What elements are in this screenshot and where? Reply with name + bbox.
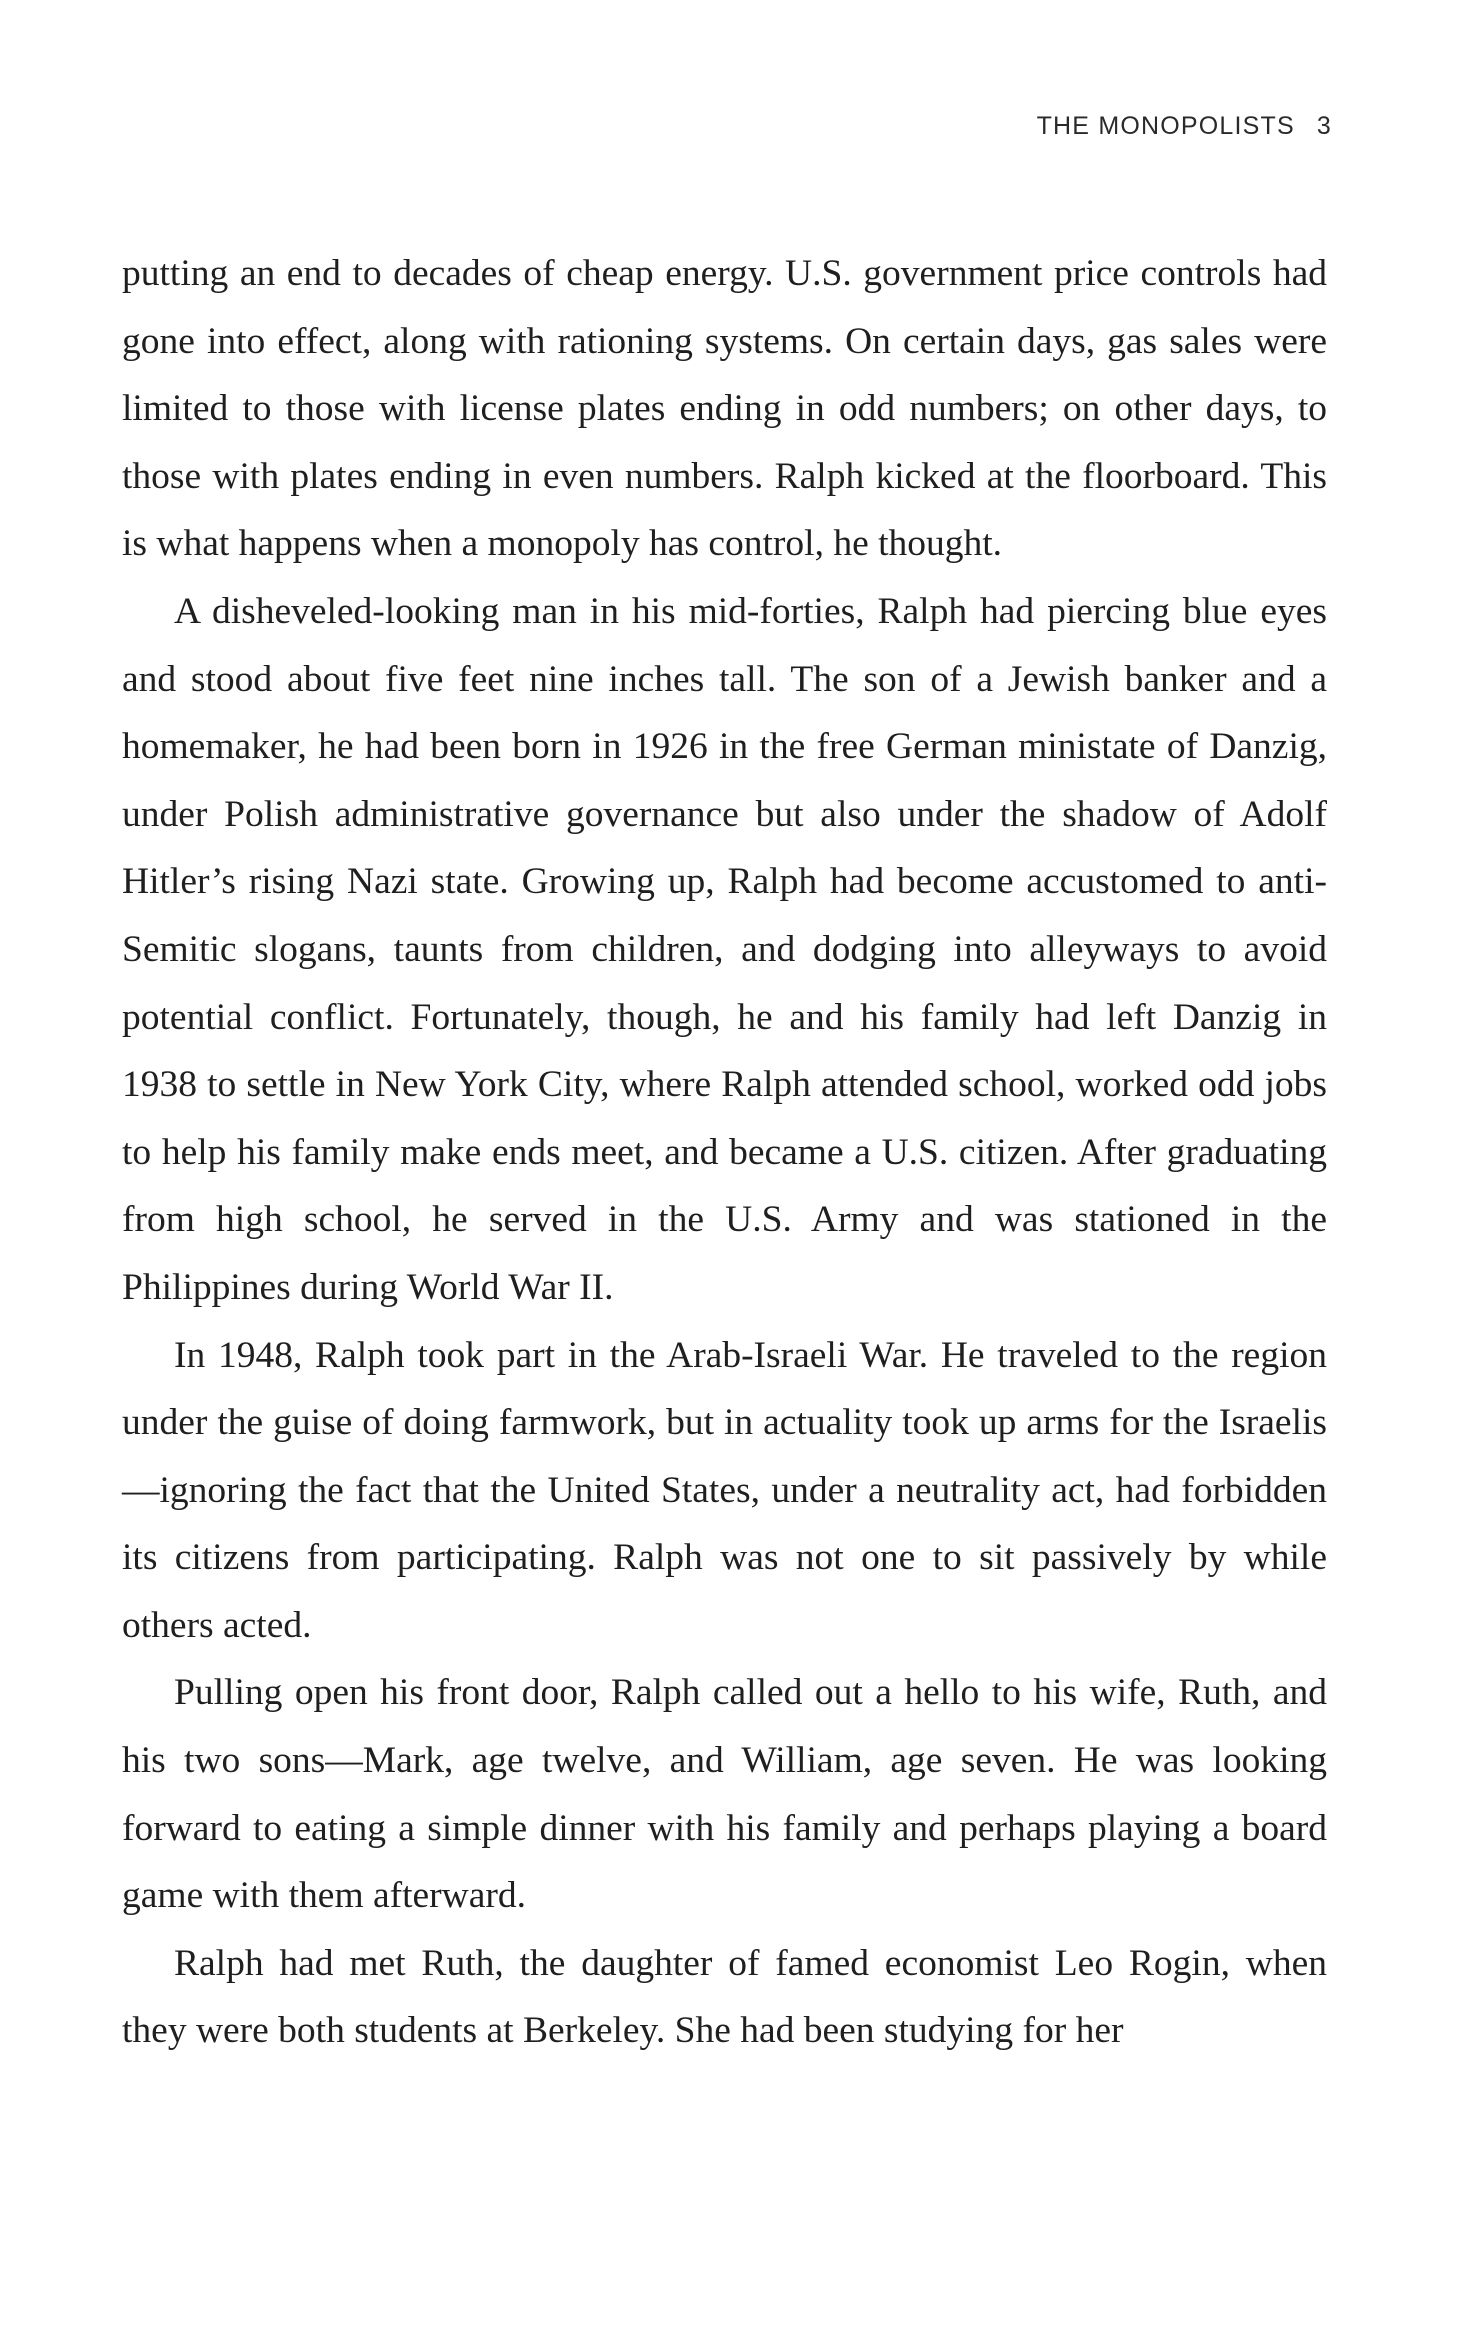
paragraph: Pulling open his front door, Ralph called out a hello to his wife, Ruth, and his two sons—Mark, age twelve, and William, age seven. He was looking forward to eating a simple dinner with his family and perhaps playing a board game with them afterward.	[122, 1672, 1327, 1917]
running-title: THE MONOPOLISTS	[1036, 112, 1295, 140]
paragraph: In 1948, Ralph took part in the Arab-Israeli War. He traveled to the region under the guise of doing farmwork, but in actuality took up arms for the Israelis—ignoring the fact that the United States, under a neutrality act, had forbidden its citizens from participating. Ralph was not one to sit passively by while others acted.	[122, 1334, 1327, 1646]
running-head	[1037, 112, 1332, 141]
page-number: 3	[1316, 112, 1332, 140]
paragraph-continued: putting an end to decades of cheap energy. U.S. government price controls had gone into effect, along with rationing systems. On certain days, gas sales were limited to those with license plates ending in odd numbers; on other days, to those with plates ending in even numbers. Ralph kicked at the floorboard. This is what happens when a monopoly has control, he thought.	[122, 253, 1327, 565]
body-text	[122, 240, 1327, 2065]
paragraph: A disheveled-looking man in his mid-forties, Ralph had piercing blue eyes and stood about five feet nine inches tall. The son of a Jewish banker and a homemaker, he had been born in 1926 in the free German ministate of Danzig, under Polish administrative governance but also under the shadow of Adolf Hitler’s rising Nazi state. Growing up, Ralph had become accustomed to anti-Semitic slogans, taunts from children, and dodging into alleyways to avoid potential conflict. Fortunately, though, he and his family had left Danzig in 1938 to settle in New York City, where Ralph attended school, worked odd jobs to help his family make ends meet, and became a U.S. citizen. After graduating from high school, he served in the U.S. Army and was stationed in the Philippines during World War II.	[122, 590, 1327, 1308]
paragraph: Ralph had met Ruth, the daughter of famed economist Leo Rogin, when they were both students at Berkeley. She had been studying for her	[122, 1942, 1327, 2052]
